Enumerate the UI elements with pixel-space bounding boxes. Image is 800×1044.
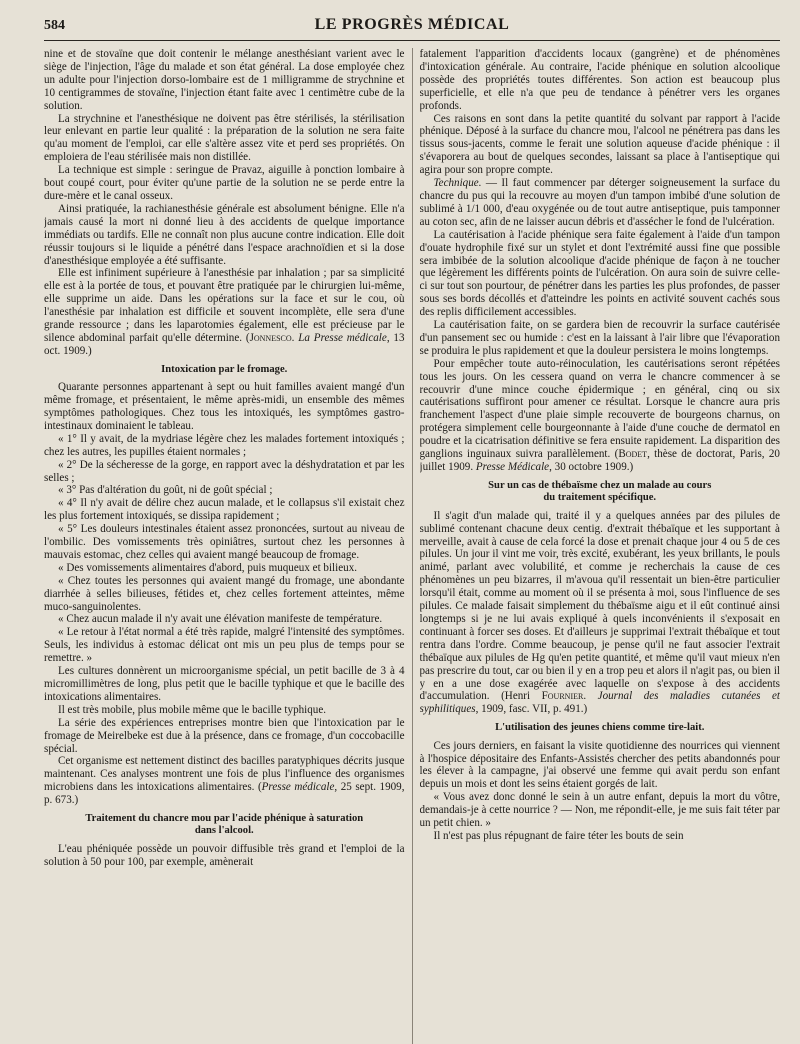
section-heading: [420, 480, 781, 505]
paragraph: Ainsi pratiquée, la rachianesthésie générale est absolument bénigne. Elle n'a jamais causé la mort ni donné lieu à des accidents de quelque importance immédiats ou tardifs. Elle ne connaît non plus aucune contre indication. Elle doit réussir toujours si le liquide a pénétré dans l'espace arachnoïdien et si la dose d'anesthésique employée a été suffisante.: [44, 202, 405, 267]
citation-detail: , thèse de doctorat, Paris, 20 juillet 1909.: [419, 448, 780, 473]
paragraph: « 1° Il y avait, de la mydriase légère chez les malades fortement intoxiqués ; chez les autres, les pupilles étaient normales ;: [44, 432, 405, 458]
paragraph: La série des expériences entreprises montre bien que l'intoxication par le fromage de Meirelbeke est due à la présence, dans ce fromage, d'un coccobacille spécial.: [44, 716, 405, 755]
citation-date: , 30 octobre 1909.): [549, 461, 634, 473]
paragraph: La technique est simple : seringue de Pravaz, aiguille à ponction lombaire à bout coupé court, pour éviter qu'une partie de la solution ne se perde entre la dure-mère et le canal osseux.: [44, 164, 405, 202]
section-heading-line: Sur un cas de thébaïsme chez un malade au cours: [488, 479, 712, 491]
journal-title: LE PROGRÈS MÉDICAL: [314, 16, 510, 33]
paragraph: « Le retour à l'état normal a été très rapide, malgré l'intensité des symptômes. Seuls, les individus à estomac délicat ont mis un peu plus de temps pour se remettre. »: [44, 626, 405, 665]
page-number: 584: [44, 18, 65, 33]
paragraph: « Chez aucun malade il n'y avait une élévation manifeste de température.: [58, 613, 383, 626]
section-heading-subline: du traitement spécifique.: [543, 492, 657, 504]
right-column: [420, 48, 781, 1044]
paragraph: Les cultures donnèrent un microorganisme spécial, un petit bacille de 3 à 4 micromillimètres de long, plus petit que le bacille typhique et que le bacille des intoxications alimentaires.: [44, 665, 405, 703]
paragraph-text: Elle est infiniment supérieure à l'anesthésie par inhalation ; par sa simplicité elle est à la portée de tous, et pouvant être pratiquée par le chirurgien lui-même, elle supprime un aide. Dans les opérations sur la face et sur le cou, où l'anesthésie par inhalation est difficile et souvent incomplète, elle sera d'une grande ressource ; dans les laparotomies également, elle est précieuse par le silence abdominal parfait qu'elle détermine. (: [44, 267, 405, 344]
paragraph: Il n'est pas plus répugnant de faire téter les bouts de sein: [433, 829, 684, 842]
left-column: [44, 48, 405, 1044]
section-heading: L'utilisation des jeunes chiens comme tire-lait.: [495, 722, 705, 734]
paragraph: Il est très mobile, plus mobile même que le bacille typhique.: [58, 703, 327, 716]
paragraph-text: Pour empêcher toute auto-réinoculation, les cautérisations seront répétées tous les jours. On les cessera quand on verra le chancre commencer à se recouvrir d'une mince couche épidermique ; en général, cinq ou six cautérisations suffiront pour amener ce résultat. Lorsque le chancre aura pris franchement l'aspect d'une plaie simple recouverte de bourgeons charnus, on protégera simplement celle bourgeonnante à l'aide d'une couche de dermatol en poudre et la cicatrisation définitive se fera ensuite rapidement. La disparition des ganglions inguinaux suivra parallèlement. (: [419, 357, 780, 461]
author-name: Bodet: [618, 448, 648, 461]
paragraph: « 2° De la sécheresse de la gorge, en rapport avec la déshydratation et par les selles ;: [44, 458, 405, 484]
paragraph: Elle est infiniment supérieure à l'anesthésie par inhalation ; par sa simplicité elle est à la portée de tous, et pouvant être pratiquée par le chirurgien lui-même, elle supprime un aide. Dans les opérations sur la face et sur le cou, où l'anesthésie par inhalation est difficile et souvent incomplète, elle sera d'une grande ressource ; dans les laparotomies également, elle est précieuse par le silence abdominal parfait qu'elle détermine. (Jonnesco. La Presse médicale, 13 oct. 1909.): [44, 267, 405, 357]
paragraph-lead: Technique.: [433, 177, 482, 190]
paragraph: Ces raisons en sont dans la petite quantité du solvant par rapport à l'acide phénique. Déposé à la surface du chancre mou, l'alcool ne pénétrera pas dans les tissus sous-jacents, comme le ferait une solution aqueuse d'acide phénique : il s'évaporera au bout de quelques secondes, laissant sa place à l'antiseptique qui agira pour son propre compte.: [419, 112, 780, 177]
paragraph: [420, 358, 781, 474]
paragraph: La cautérisation à l'acide phénique sera faite également à l'aide d'un tampon d'ouate hydrophile fixé sur un stylet et dont l'extrémité aussi fine que possible sera imbibée de la solution alcoolique d'acide phénique de façon à ne toucher que légèrement les différents points de l'ulcération. On aura soin de suivre celle-ci sur tout son pourtour, de pénétrer dans les parties les plus profondes, de passer sous ses bords décollés et d'atteindre les points en activité souvent cachés sous des replis difficilement accessibles.: [419, 228, 780, 319]
paragraph: Quarante personnes appartenant à sept ou huit familles avaient mangé d'un même fromage, et présentaient, le même après-midi, un ensemble des mêmes symptômes pathologiques. Chez tous les intoxiqués, les symptômes gastro-intestinaux dominaient le tableau.: [44, 381, 405, 432]
citation-source: La Presse médicale: [298, 331, 387, 344]
author-name: Jonnesco: [249, 331, 292, 344]
paragraph-text: Il s'agit d'un malade qui, traité il y a quelques années par des pilules de sublimé contenant chacune deux centig. d'extrait thébaïque et les supportant à merveille, avait à cause de cela forcé la dose et prenait chaque jour 4 ou 5 de ces pilules. Un jour il vint me voir, très excité, exubérant, les yeux brillants, le pouls animé, parlant avec volubilité, et comme je recherchais la cause de ces phénomènes un peu bizarres, il m'avoua qu'il ressentait un bien-être particulier lorsqu'il était, comme au moment où il se présenta à moi, sous l'influence de ses pilules. Ce malade faisait simplement du thébaïsme aigu et il eût continué ainsi longtemps si je ne lui avais expliqué à quels inconvénients il s'exposait en continuant à forcer ses doses. Et d'ailleurs je supprimai l'extrait thébaïque et tout rentra dans l'ordre. Comme beaucoup, je pense qu'il ne faut associer l'extrait thébaïque aux pilules de Hg qu'en petite quantité, et même qu'il vaut mieux n'en pas prescrire du tout, car ou bien il y en a trop peu et alors il n'agit pas, ou bien il y en a une dose exagérée avec laquelle on s'expose à des accidents d'accumulation. (Henri: [419, 509, 780, 703]
citation-date: , 1909, fasc. VII, p. 491.): [475, 703, 588, 716]
paragraph: L'eau phéniquée possède un pouvoir diffusible très grand et l'emploi de la solution à 50 pour 100, par exemple, amènerait: [44, 842, 405, 868]
column-divider: [412, 48, 413, 1044]
paragraph: [44, 755, 405, 807]
paragraph: La cautérisation faite, on se gardera bien de recouvrir la surface cautérisée d'un pansement sec ou humide : c'est en la laissant à l'air libre que l'évaporation se produira le plus rapidement et que la douleur persistera le moins longtemps.: [419, 319, 780, 357]
author-name: Fournier: [541, 690, 584, 703]
text-columns: [44, 48, 780, 1044]
citation-detail: .: [583, 690, 598, 703]
paragraph: fatalement l'apparition d'accidents locaux (gangrène) et de phénomènes d'intoxication générale. Au contraire, l'acide phénique en solution alcoolique possède des propriétés toutes différentes. Son action est beaucoup plus superficielle, et elle n'a que peu de tendance à pénétrer vers les organes profonds.: [419, 48, 780, 112]
citation-date: , 13 oct. 1909.): [44, 331, 405, 357]
citation-source: Presse Médicale: [475, 461, 550, 473]
paragraph: Ces jours derniers, en faisant la visite quotidienne des nourrices qui viennent à l'hospice dépositaire des Enfants-Assistés chercher des petits abandonnés pour les élever à la campagne, j'ai observé une femme qui avait perdu son enfant depuis un mois et dont les seins étaient gorgés de lait.: [419, 739, 780, 791]
paragraph-text: Cet organisme est nettement distinct des bacilles paratyphiques décrits jusque maintenant. Ces analyses montrent une fois de plus l'influence des organismes microbiens dans les intoxications alimentaires. (: [44, 755, 405, 794]
paragraph: « Chez toutes les personnes qui avaient mangé du fromage, une abondante diarrhée à selles bilieuses, fétides et, chez celles fortement atteintes, même muco-sanguinolentes.: [44, 574, 405, 613]
paragraph: « 4° Il n'y avait de délire chez aucun malade, et le collapsus s'il existait chez les plus fortement intoxiqués, se dissipa rapidement ;: [44, 497, 405, 523]
paragraph: « Vous avez donc donné le sein à un autre enfant, depuis la mort du vôtre, demandais-je à cette nourrice ? — Non, me répondit-elle, je me suis fait téter par un petit chien. »: [419, 791, 780, 830]
citation-source: Journal des maladies cutanées et syphilitiques: [419, 690, 780, 716]
paragraph: [420, 177, 781, 229]
paragraph-text: — Il faut commencer par déterger soigneusement la surface du chancre du pus qui la recouvre au moyen d'un tampon imbibé d'une solution de sublimé à 1/1 000, d'eau oxygénée ou de tout autre antiseptique, puis tamponner au coton sec, afin de ne laisser aucun débris et d'assécher le fond de l'ulcération.: [419, 177, 780, 228]
paragraph: « 3° Pas d'altération du goût, ni de goût spécial ;: [58, 484, 273, 497]
section-heading-line: Traitement du chancre mou par l'acide phénique à saturation: [85, 813, 364, 825]
paragraph: nine et de stovaïne que doit contenir le mélange anesthésiant varient avec le siège de l'injection, l'âge du malade et son état général. La dose employée chez un adulte pour l'injection dorso-lombaire est de 1 milligramme de strychnine et 10 centigrammes de stovaïne, l'injection étant faite avec 1 centimètre cube de la solution.: [44, 48, 405, 112]
page-header: [44, 14, 780, 41]
paragraph: La strychnine et l'anesthésique ne doivent pas être stérilisés, la stérilisation leur enlevant en partie leur qualité : la préparation de la solution ne sera faite qu'au moment de l'emploi, car elle s'altère assez vite et perd ses propriétés. On emploiera de l'eau stérilisée mais non distillée.: [44, 112, 405, 164]
section-heading-subline: dans l'alcool.: [194, 825, 254, 837]
section-heading: [44, 813, 405, 838]
section-heading: Intoxication par le fromage.: [161, 363, 288, 375]
paragraph: [420, 510, 781, 717]
paragraph: « 5° Les douleurs intestinales étaient assez prononcées, surtout au niveau de l'ombilic. Des vomissements très opiniâtres, surtout chez les personnes à mauvais estomac, chez celles qui avaient mangé beaucoup de fromage.: [44, 523, 405, 561]
citation-date: , 25 sept. 1909, p. 673.): [44, 781, 405, 807]
citation-source: Presse médicale: [261, 781, 335, 794]
paragraph: « Des vomissements alimentaires d'abord, puis muqueux et bilieux.: [58, 561, 358, 574]
